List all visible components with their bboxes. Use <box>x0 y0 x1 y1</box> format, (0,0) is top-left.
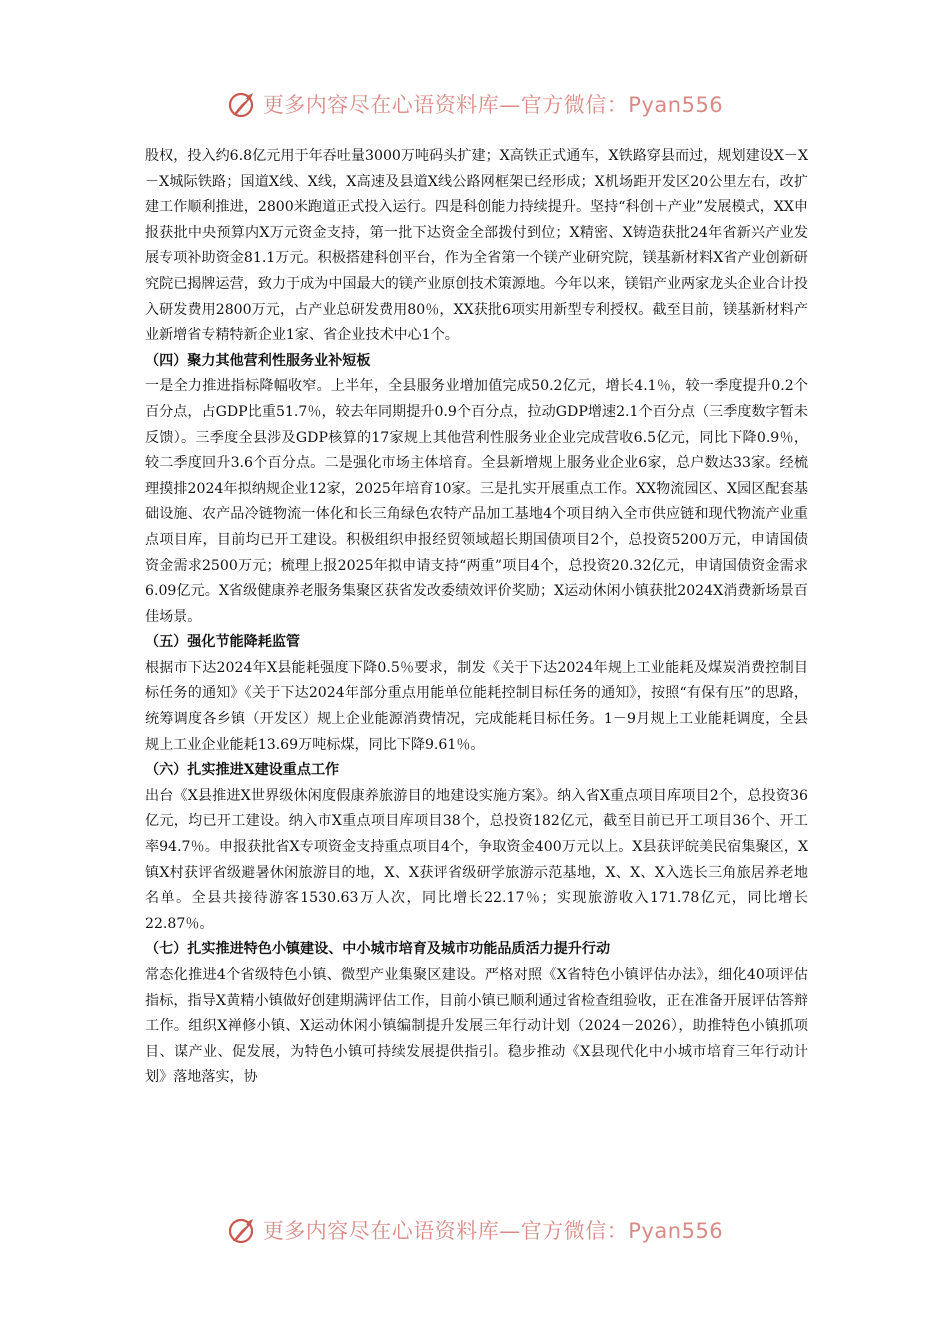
body-paragraph: 出台《X县推进X世界级休闲度假康养旅游目的地建设实施方案》。纳入省X重点项目库项目2个，总投资36亿元，均已开工建设。纳入市X重点项目库项目38个，总投资182亿元，截至目前已开工项目36个、开工率94.7％。申报获批省X专项资金支持重点项目4个，争取资金400万元以上。X县获评皖美民宿集聚区，X镇X村获评省级避暑休闲旅游目的地，X、X获评省级研学旅游示范基地，X、X、X入选长三角旅居养老地名单。全县共接待游客1530.63万人次，同比增长22.17％；实现旅游收入171.78亿元，同比增长22.87％。 <box>145 787 808 932</box>
header-watermark-banner <box>0 86 950 122</box>
quill-logo-icon <box>227 89 257 119</box>
section-heading: （五）强化节能降耗监管 <box>145 634 301 651</box>
body-paragraph: 根据市下达2024年X县能耗强度下降0.5％要求，制发《关于下达2024年规上工业能耗及煤炭消费控制目标任务的通知》《关于下达2024年部分重点用能单位能耗控制目标任务的通知》，按照“有保有压”的思路，统筹调度各乡镇（开发区）规上企业能源消费情况，完成能耗目标任务。1－9月规上工业能耗调度，全县规上工业企业能耗13.69万吨标煤，同比下降9.61％。 <box>145 659 808 753</box>
body-paragraph: 一是全力推进指标降幅收窄。上半年，全县服务业增加值完成50.2亿元，增长4.1％，较一季度提升0.2个百分点，占GDP比重51.7％，较去年同期提升0.9个百分点，拉动GDP增速2.1个百分点（三季度数字暂未反馈）。三季度全县涉及GDP核算的17家规上其他营利性服务业企业完成营收6.5亿元，同比下降0.9％，较二季度回升3.6个百分点。二是强化市场主体培育。全县新增规上服务业企业6家，总户数达33家。经梳理摸排2024年拟纳规企业12家，2025年培育10家。三是扎实开展重点工作。XX物流园区、X园区配套基础设施、农产品冷链物流一体化和长三角绿色农特产品加工基地4个项目纳入全市供应链和现代物流产业重点项目库，目前均已开工建设。积极组织申报经贸领域超长期国债项目2个，总投资5200万元，申请国债资金需求2500万元；梳理上报2025年拟申请支持“两重”项目4个，总投资20.32亿元，申请国债资金需求6.09亿元。X省级健康养老服务集聚区获省发改委绩效评价奖励；X运动休闲小镇获批2024X消费新场景百佳场景。 <box>145 378 808 625</box>
watermark-text: 更多内容尽在心语资料库—官方微信：Pyan556 <box>262 93 724 117</box>
watermark-text: 更多内容尽在心语资料库—官方微信：Pyan556 <box>262 1219 724 1243</box>
footer-watermark-banner <box>0 1212 950 1248</box>
section-heading: （六）扎实推进X建设重点工作 <box>145 762 340 779</box>
section-heading: （四）聚力其他营利性服务业补短板 <box>145 352 371 369</box>
section-heading: （七）扎实推进特色小镇建设、中小城市培育及城市功能品质活力提升行动 <box>145 941 611 958</box>
quill-logo-icon <box>227 1215 257 1245</box>
document-body <box>145 144 808 1091</box>
body-paragraph: 常态化推进4个省级特色小镇、微型产业集聚区建设。严格对照《X省特色小镇评估办法》，细化40项评估指标，指导X黄精小镇做好创建期满评估工作，目前小镇已顺利通过省检查组验收，正在准备开展评估答辩工作。组织X禅修小镇、X运动休闲小镇编制提升发展三年行动计划（2024－2026），助推特色小镇抓项目、谋产业、促发展，为特色小镇可持续发展提供指引。稳步推动《X县现代化中小城市培育三年行动计划》落地落实，协 <box>145 967 808 1086</box>
body-paragraph: 股权，投入约6.8亿元用于年吞吐量3000万吨码头扩建；X高铁正式通车，X铁路穿县而过，规划建设X－X－X城际铁路；国道X线、X线，X高速及县道X线公路网框架已经形成；X机场距开发区20公里左右，改扩建工作顺利推进，2800米跑道正式投入运行。四是科创能力持续提升。坚持“科创＋产业”发展模式，XX申报获批中央预算内X万元资金支持，第一批下达资金全部拨付到位；X精密、X铸造获批24年省新兴产业发展专项补助资金81.1万元。积极搭建科创平台，作为全省第一个镁产业研究院，镁基新材料X省产业创新研究院已揭牌运营，致力于成为中国最大的镁产业原创技术策源地。今年以来，镁铝产业两家龙头企业合计投入研发费用2800万元，占产业总研发费用80％，XX获批6项实用新型专利授权。截至目前，镁基新材料产业新增省专精特新企业1家、省企业技术中心1个。 <box>145 148 808 344</box>
